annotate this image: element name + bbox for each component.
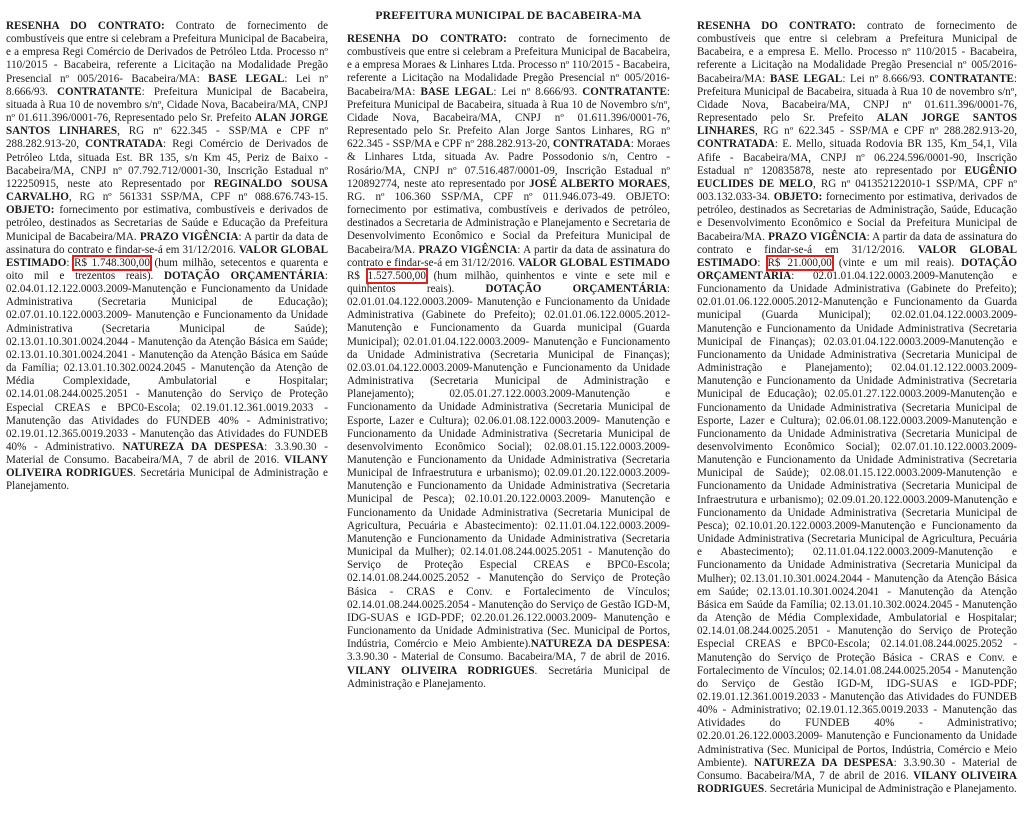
contract-summary-regi (6, 20, 328, 494)
label-resenha: RESENHA DO CONTRATO: (347, 33, 507, 45)
label-valor: VALOR GLOBAL ESTIMADO (697, 243, 1017, 269)
text-segment: R$ (347, 269, 368, 282)
text-segment: : 3.3.90.30 - Material de Consumo. Bacabeira/MA, 7 de abril de 2016. (347, 638, 671, 664)
text-segment: (vinte e um mil reais). (831, 256, 962, 269)
label-base-legal: BASE LEGAL (208, 72, 285, 85)
text-segment: : Prefeitura Municipal de Bacabeira, situada à Rua 10 de novembro s/nº, Cidade Nova, Bacabeira/MA, CNPJ nº 01.611.396/0001-76, Representado pelo Sr. Prefeito (6, 85, 328, 125)
label-natureza: NATUREZA DA DESPESA (122, 441, 265, 453)
text-segment: : Prefeitura Municipal de Bacabeira, situada à Rua 10 de novembro s/nº, Cidade Nova, Bacabeira/MA, CNPJ nº 01.611.396/0001-76, Representado pelo Sr. Prefeito (697, 72, 1018, 125)
label-objeto: OBJETO: (6, 204, 55, 217)
label-prazo: PRAZO VIGÊNCIA (418, 243, 518, 256)
text-segment: : Regi Comércio de Derivados de Petróleo Ltda, situada Est. BR 135, s/n Km 45, Periz de Baixo - Bacabeira/MA, CNPJ nº 07.792.712/0001-30, Inscrição Estadual nº 122250915, neste ato Representado por (6, 138, 329, 190)
text-segment: contrato de fornecimento de combustíveis que entre si celebram a Prefeitura Municipal de Bacabeira, e a empresa E. Mello. Processo nº 110/2015 - Bacabeira, referente a Licitação na Modalidade Pregão Presencial nº 005/2016- Bacabeira/MA: (697, 20, 1017, 85)
text-segment: , RG nº 041352122010-1 SSP/MA, CPF nº 003.132.033-34. (697, 177, 1017, 204)
signatory-name: VILANY OLIVEIRA RODRIGUES (697, 769, 1017, 796)
representative-name: JOSÉ ALBERTO MORAES (529, 177, 668, 190)
contract-summary-mello (697, 20, 1017, 796)
mayor-name: ALAN JORGE SANTOS LINHARES (697, 112, 1017, 138)
text-segment: , RG nº 561331 SSP/MA, CPF nº 088.676.743-15. (68, 191, 328, 204)
label-base-legal: BASE LEGAL (769, 72, 843, 85)
text-segment: . Secretária Municipal de Administração e Planejamento. (347, 664, 670, 690)
text-segment: . Secretária Municipal de Administração e Planejamento. (764, 783, 1017, 796)
text-segment: : 02.01.01.04.122.0003.2009- Manutenção e Funcionamento da Unidade Administrativa (Gabinete do Prefeito); 02.01.01.06.122.0005.2012-Manutenção e Funcionamento da Guarda municipal (Guarda Municipal); 02.01.01.04.122.0003.2009- Manutenção e Funcionamento da Unidade Administrativa (Secretaria Municipal de Finanças); 02.03.01.04.122.0003.2009-Manutenção e Funcionamento da Unidade Administrativa (Secretaria Municipal de Administração e Planejamento); 02.05.01.27.122.0003.2009-Manutenção e Funcionamento da Unidade Administrativa (Secretaria Municipal de Esporte, Lazer e Cultura); 02.06.01.08.122.0003.2009- Manutenção e Funcionamento da Unidade Administrativa (Secretaria Municipal de desenvolvimento Econômico Social); 02.08.01.15.122.0003.2009- Manutenção e Funcionamento da Unidade Administrativa (Secretaria Municipal de Infraestrutura e urbanismo); 02.09.01.20.122.0003.2009- Manutenção e Funcionamento da Unidade Administrativa (Secretaria Municipal de Pesca); 02.10.01.20.122.0003.2009- Manutenção e Funcionamento da Unidade Administrativa (Secretaria Municipal de Agricultura, Pecuária e Abastecimento): 02.11.01.04.122.0003.2009- Manutenção e Funcionamento da Unidade Administrativa (Secretaria Municipal da Mulher); 02.14.01.08.244.0025.2051 - Manutenção do Serviço de Proteção Especial CREAS e BPC0-Escola; 02.14.01.08.244.0025.2052 - Manutenção do Serviço de Proteção Básica - CRAS e Conv. e Fortalecimento de Vínculos; 02.14.01.08.244.0025.2054 - Manutenção do Serviço de Gestão IGD-M, IDG-SUAS e IGD-PDF; 02.20.01.26.122.0003.2009- Manutenção e Funcionamento da Unidade Administrativa (Sec. Municipal de Portos, Indústria, Comércio e Meio Ambiente). (347, 282, 670, 651)
contract-value-highlight: 1.527.500,00 (367, 269, 426, 282)
label-dotacao: DOTAÇÃO ORÇAMENTÁRIA (485, 282, 667, 295)
signatory-name: VILANY OLIVEIRA RODRIGUES (347, 664, 535, 677)
text-segment: : (66, 256, 75, 269)
text-segment: , RG nº 622.345 - SSP/MA e CPF nº 288.282.913-20, (6, 125, 328, 151)
label-valor: VALOR GLOBAL ESTIMADO (6, 243, 329, 269)
text-segment: fornecimento por estimativa, derivados de petróleo, destinados as Secretarias de Administração, Saúde, Educação e Desenvolvimento Econômico e Social da Prefeitura Municipal de Bacabeira/MA. (697, 191, 1017, 243)
text-segment: : Prefeitura Municipal de Bacabeira, situada à Rua 10 de Novembro s/nº, Cidade Nova, Bacabeira/MA, CNPJ nº 01.611.396/0001-76, Representado pelo Sr. Prefeito Alan Jorge Santos Linhares, RG nº 622.345 - SSP/MA e CPF nº 288.282.913-20, (347, 85, 671, 151)
text-segment: : 02.01.01.04.122.0003.2009-Manutenção e Funcionamento da Unidade Administrativa (Gabinete do Prefeito); 02.01.01.06.122.0005.2012-Manutenção e Funcionamento da Guarda municipal (Guarda Municipal); 02.02.01.04.122.0003.2009-Manutenção e Funcionamento da Unidade Administrativa (Secretaria Municipal de Finanças); 02.03.01.04.122.0003.2009-Manutenção e Funcionamento da Unidade Administrativa (Secretaria Municipal de Administração e Planejamento); 02.04.01.12.122.0003.2009-Manutenção e Funcionamento da Unidade Administrativa (Secretaria Municipal de Educação); 02.05.01.27.122.0003.2009-Manutenção e Funcionamento da Unidade Administrativa (Secretaria Municipal de Esporte, Lazer e Cultura); 02.06.01.08.122.0003.2009-Manutenção e Funcionamento da Unidade Administrativa (Secretaria Municipal de desenvolvimento Econômico Social); 02.07.01.10.122.0003.2009-Manutenção e Funcionamento da Unidade Administrativa (Secretaria Municipal de Saúde); 02.08.01.15.122.0003.2009-Manutenção e Funcionamento da Unidade Administrativa (Secretaria Municipal de Infraestrutura e urbanismo); 02.09.01.20.122.0003.2009-Manutenção e Funcionamento da Unidade Administrativa (Secretaria Municipal de Pesca); 02.10.01.20.122.0003.2009-Manutenção e Funcionamento da Unidade Administrativa (Secretaria Municipal de Agricultura, Pecuária e Abastecimento); 02.11.01.04.122.0003.2009-Manutenção e Funcionamento da Unidade Administrativa (Secretaria Municipal da Mulher); 02.13.01.10.301.0024.2044 - Manutenção da Atenção Básica em Saúde; 02.13.01.10.301.0024.2041 - Manutenção da Atenção Básica em Saúde da Família; 02.13.01.10.302.0024.2045 - Manutenção da Atenção de Média Complexidade, Ambulatorial e Hospitalar; 02.14.01.08.244.0025.2051 - Manutenção do Serviço de Proteção Especial CREAS e BPC0-Escola; 02.14.01.08.244.0025.2052 - Manutenção do Serviço de Proteção Básica - CRAS e Conv. e Fortalecimento de Vínculos; 02.14.01.08.244.0025.2054 - Manutenção do Serviço de Gestão IGD-M, IDG-SUAS e IGD-PDF; 02.19.01.12.361.0019.2033 - Manutenção das Atividades do FUNDEB 40% - Administrativo; 02.19.01.12.365.0019.2033 - Manutenção das Atividades do FUNDEB 40% - Administrativo; 02.20.01.26.122.0003.2009- Manutenção e Funcionamento da Unidade Administrativa (Sec. Municipal de Portos, Indústria, Comércio e Meio Ambiente). (697, 269, 1017, 769)
text-segment: : Moraes & Linhares Ltda, situada Av. Padre Possodonio s/n, Centro - Rosário/MA, CNPJ nº 07.516.487/0001-09, Inscrição Estadual nº 120892774, neste ato representado por (347, 138, 670, 190)
text-segment: : A partir da data de assinatura do contrato e findar-se-á em 31/12/2016. (6, 230, 328, 256)
label-natureza: NATUREZA DA DESPESA (530, 638, 667, 651)
contract-text (6, 20, 328, 494)
contract-text (697, 20, 1017, 796)
text-segment: : A partir da data de assinatura do contrato e findar-se-á em 31/12/2016. (697, 230, 1017, 256)
mayor-name: ALAN JORGE SANTOS LINHARES (6, 112, 328, 138)
label-prazo: PRAZO VIGÊNCIA (768, 230, 867, 243)
text-segment: , RG. nº 106.360 SSP/MA, CPF nº 011.946.073-49. OBJETO: fornecimento por estimativa, combustíveis e derivados de petróleo, destinados a Secretaria de Administração e Planejamento e Secretaria de Desenvolvimento Econômico e Social da Prefeitura Municipal de Bacabeira/MA. (347, 177, 670, 256)
page-header: PREFEITURA MUNICIPAL DE BACABEIRA-MA (375, 9, 642, 22)
representative-name: EUGÊNIO EUCLIDES DE MELO (697, 164, 1017, 190)
label-contratada: CONTRATADA (697, 138, 775, 151)
label-dotacao: DOTAÇÃO ORÇAMENTÁRIA (697, 256, 1017, 282)
text-segment: fornecimento por estimativa, combustíveis e derivados de petróleo, destinados as Secretarias de Saúde e Educação da Prefeitura Municipal de Bacabeira/MA. (6, 204, 328, 243)
label-contratada: CONTRATADA (85, 138, 164, 151)
label-natureza: NATUREZA DA DESPESA (753, 756, 894, 769)
text-segment: Contrato de fornecimento de combustíveis que entre si celebram a Prefeitura Municipal de Bacabeira, e a empresa Regi Comércio de Derivados de Petróleo Ltda. Processo nº 110/2015 - Bacabeira, referente a Licitação na Modalidade Pregão Presencial nº 005/2016- Bacabeira/MA: (6, 20, 328, 85)
text-segment: : A partir da data de assinatura do contrato e findar-se-á em 31/12/2016. (347, 243, 670, 269)
text-segment: : 3.3.90.30 - Material de Consumo. Bacabeira/MA, 7 de abril de 2016. (697, 756, 1017, 782)
contract-summary-moraes (347, 33, 670, 691)
label-resenha: RESENHA DO CONTRATO: (697, 20, 856, 32)
text-segment: : 02.04.01.12.122.0003.2009-Manutenção e Funcionamento da Unidade Administrativa (Secretaria Municipal de Educação); 02.07.01.10.122.0003.2009- Manutenção e Funcionamento da Unidade Administrativa (Secretaria Municipal de Saúde); 02.13.01.10.301.0024.2044 - Manutenção da Atenção Básica em Saúde; 02.13.01.10.301.0024.2041 - Manutenção da Atenção Básica em Saúde da Família; 02.13.01.10.302.0024.2045 - Manutenção da Atenção de Média Complexidade, Ambulatorial e Hospitalar; 02.14.01.08.244.0025.2051 - Manutenção do Serviço de Proteção Especial CREAS e BPC0-Escola; 02.19.01.12.361.0019.2033 - Manutenção das Atividades do FUNDEB 40% - Administrativo; 02.19.01.12.365.0019.2033 - Manutenção das Atividades do FUNDEB 40% - Administrativo. (6, 269, 329, 453)
text-segment: : Lei nº 8.666/93. (6, 72, 328, 98)
label-contratante: CONTRATANTE (929, 72, 1014, 85)
text-segment: : Lei nº 8.666/93. (493, 85, 583, 98)
text-segment: (hum milhão, quinhentos e vinte e sete mil e quinhentos reais). (347, 269, 670, 295)
text-segment: . Secretária Municipal de Administração e Planejamento. (6, 467, 328, 493)
label-contratante: CONTRATANTE (582, 85, 667, 98)
contract-value-highlight: R$ 1.748.300,00 (74, 256, 150, 269)
text-segment: : E. Mello, situada Rodovia BR 135, Km_54,1, Vila Afife - Bacabeira/MA, CNPJ nº 06.224.596/0001-90, Inscrição Estadual nº 120835878, neste ato representado por (697, 138, 1017, 177)
label-resenha: RESENHA DO CONTRATO: (6, 20, 165, 32)
text-segment: contrato de fornecimento de combustíveis que entre si celebram a Prefeitura Municipal de Bacabeira, e a empresa Moraes & Linhares Ltda. Processo nº 110/2015 - Bacabeira, referente a Licitação na Modalidade Pregão Presencial nº 005/2016- Bacabeira/MA: (347, 33, 670, 98)
label-dotacao: DOTAÇÃO ORÇAMENTÁRIA (164, 269, 325, 282)
label-objeto: OBJETO: (773, 191, 823, 204)
text-segment: : (757, 256, 768, 269)
contract-value-highlight: R$ 21.000,00 (767, 256, 832, 269)
label-prazo: PRAZO VIGÊNCIA (139, 230, 239, 243)
representative-name: REGINALDO SOUSA CARVALHO (6, 177, 329, 204)
text-segment: (hum milhão, setecentos e quarenta e oito mil e trezentos reais). (6, 256, 328, 282)
signatory-name: VILANY OLIVEIRA RODRIGUES (6, 454, 328, 480)
contract-text (347, 33, 670, 691)
label-base-legal: BASE LEGAL (420, 85, 494, 98)
text-segment: : 3.3.90.30 - Material de Consumo. Bacabeira/MA, 7 de abril de 2016. (6, 441, 328, 467)
label-valor: VALOR GLOBAL ESTIMADO (518, 256, 670, 269)
text-segment: , RG nº 622.345 - SSP/MA e CPF nº 288.282.913-20, (754, 125, 1017, 138)
label-contratada: CONTRATADA (552, 138, 631, 151)
text-segment: : Lei nº 8.666/93. (842, 72, 930, 85)
label-contratante: CONTRATANTE (57, 85, 142, 98)
